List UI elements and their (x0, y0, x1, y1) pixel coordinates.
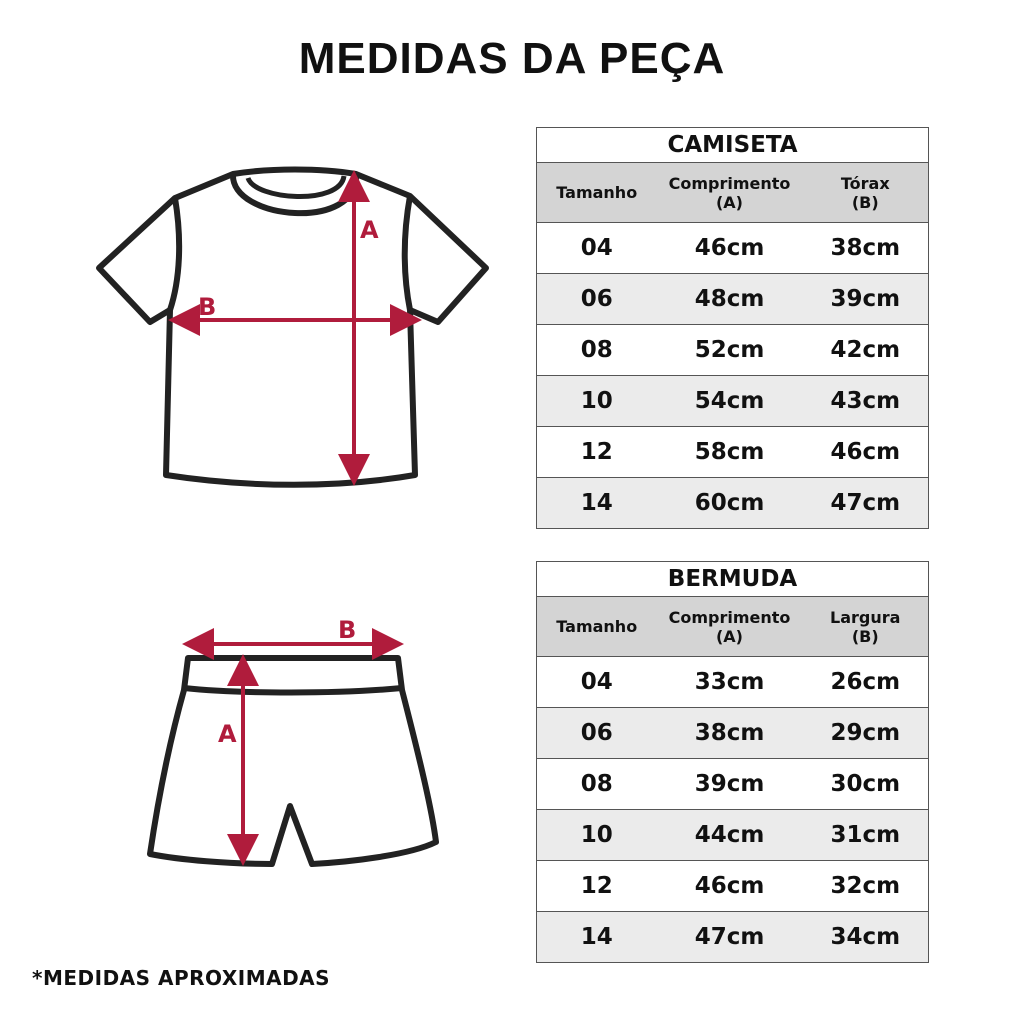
length-cell: 60cm (657, 478, 803, 529)
bermuda-header-length (657, 597, 803, 657)
table-row (537, 478, 929, 529)
size-cell: 04 (537, 223, 657, 274)
bermuda-size-table (536, 561, 929, 963)
chest-cell: 38cm (803, 223, 929, 274)
width-cell: 34cm (803, 912, 929, 963)
chest-cell: 42cm (803, 325, 929, 376)
camiseta-header-size: Tamanho (537, 163, 657, 223)
table-row (537, 427, 929, 478)
camiseta-header-chest (803, 163, 929, 223)
size-cell: 04 (537, 657, 657, 708)
table-row (537, 861, 929, 912)
length-cell: 38cm (657, 708, 803, 759)
chest-cell: 43cm (803, 376, 929, 427)
table-row (537, 759, 929, 810)
tshirt-sleeve-seam-left (170, 198, 179, 310)
length-cell: 47cm (657, 912, 803, 963)
size-cell: 08 (537, 325, 657, 376)
page-title: MEDIDAS DA PEÇA (298, 34, 726, 83)
table-row (537, 223, 929, 274)
size-cell: 12 (537, 861, 657, 912)
size-cell: 14 (537, 912, 657, 963)
length-cell: 39cm (657, 759, 803, 810)
bermuda-header-width-code: (B) (851, 626, 879, 646)
length-cell: 48cm (657, 274, 803, 325)
size-cell: 12 (537, 427, 657, 478)
length-cell: 46cm (657, 861, 803, 912)
camiseta-header-length-code: (A) (715, 192, 743, 212)
chest-cell: 46cm (803, 427, 929, 478)
table-row (537, 376, 929, 427)
chest-cell: 47cm (803, 478, 929, 529)
camiseta-header-chest-name: Tórax (840, 173, 890, 193)
tshirt-label-a: A (360, 216, 379, 244)
width-cell: 31cm (803, 810, 929, 861)
bermuda-header-width (803, 597, 929, 657)
table-row (537, 810, 929, 861)
size-cell: 08 (537, 759, 657, 810)
camiseta-table-caption: CAMISETA (537, 128, 929, 163)
bermuda-header-length-name: Comprimento (668, 607, 791, 627)
camiseta-header-chest-code: (B) (851, 192, 879, 212)
shorts-label-a: A (218, 720, 237, 748)
camiseta-header-length-name: Comprimento (668, 173, 791, 193)
camiseta-size-table (536, 127, 929, 529)
bermuda-header-size: Tamanho (537, 597, 657, 657)
bermuda-header-length-code: (A) (715, 626, 743, 646)
size-cell: 10 (537, 810, 657, 861)
width-cell: 32cm (803, 861, 929, 912)
tshirt-sleeve-seam-right (405, 196, 410, 310)
shorts-waistband (184, 688, 402, 693)
bermuda-header-width-name: Largura (830, 607, 901, 627)
shorts-label-b: B (338, 616, 357, 644)
table-row (537, 325, 929, 376)
tshirt-illustration (90, 160, 500, 500)
size-cell: 10 (537, 376, 657, 427)
table-row (537, 657, 929, 708)
tshirt-outline (99, 170, 486, 485)
bermuda-table-caption: BERMUDA (537, 562, 929, 597)
size-cell: 14 (537, 478, 657, 529)
length-cell: 54cm (657, 376, 803, 427)
width-cell: 30cm (803, 759, 929, 810)
width-cell: 29cm (803, 708, 929, 759)
width-cell: 26cm (803, 657, 929, 708)
length-cell: 33cm (657, 657, 803, 708)
tshirt-collar-inner (248, 176, 344, 197)
length-cell: 44cm (657, 810, 803, 861)
table-row (537, 708, 929, 759)
tshirt-label-b: B (198, 293, 217, 321)
table-row (537, 274, 929, 325)
camiseta-header-length (657, 163, 803, 223)
footnote: *MEDIDAS APROXIMADAS (32, 966, 331, 990)
shorts-illustration (140, 610, 450, 880)
chest-cell: 39cm (803, 274, 929, 325)
size-cell: 06 (537, 274, 657, 325)
length-cell: 46cm (657, 223, 803, 274)
length-cell: 52cm (657, 325, 803, 376)
size-cell: 06 (537, 708, 657, 759)
table-row (537, 912, 929, 963)
length-cell: 58cm (657, 427, 803, 478)
